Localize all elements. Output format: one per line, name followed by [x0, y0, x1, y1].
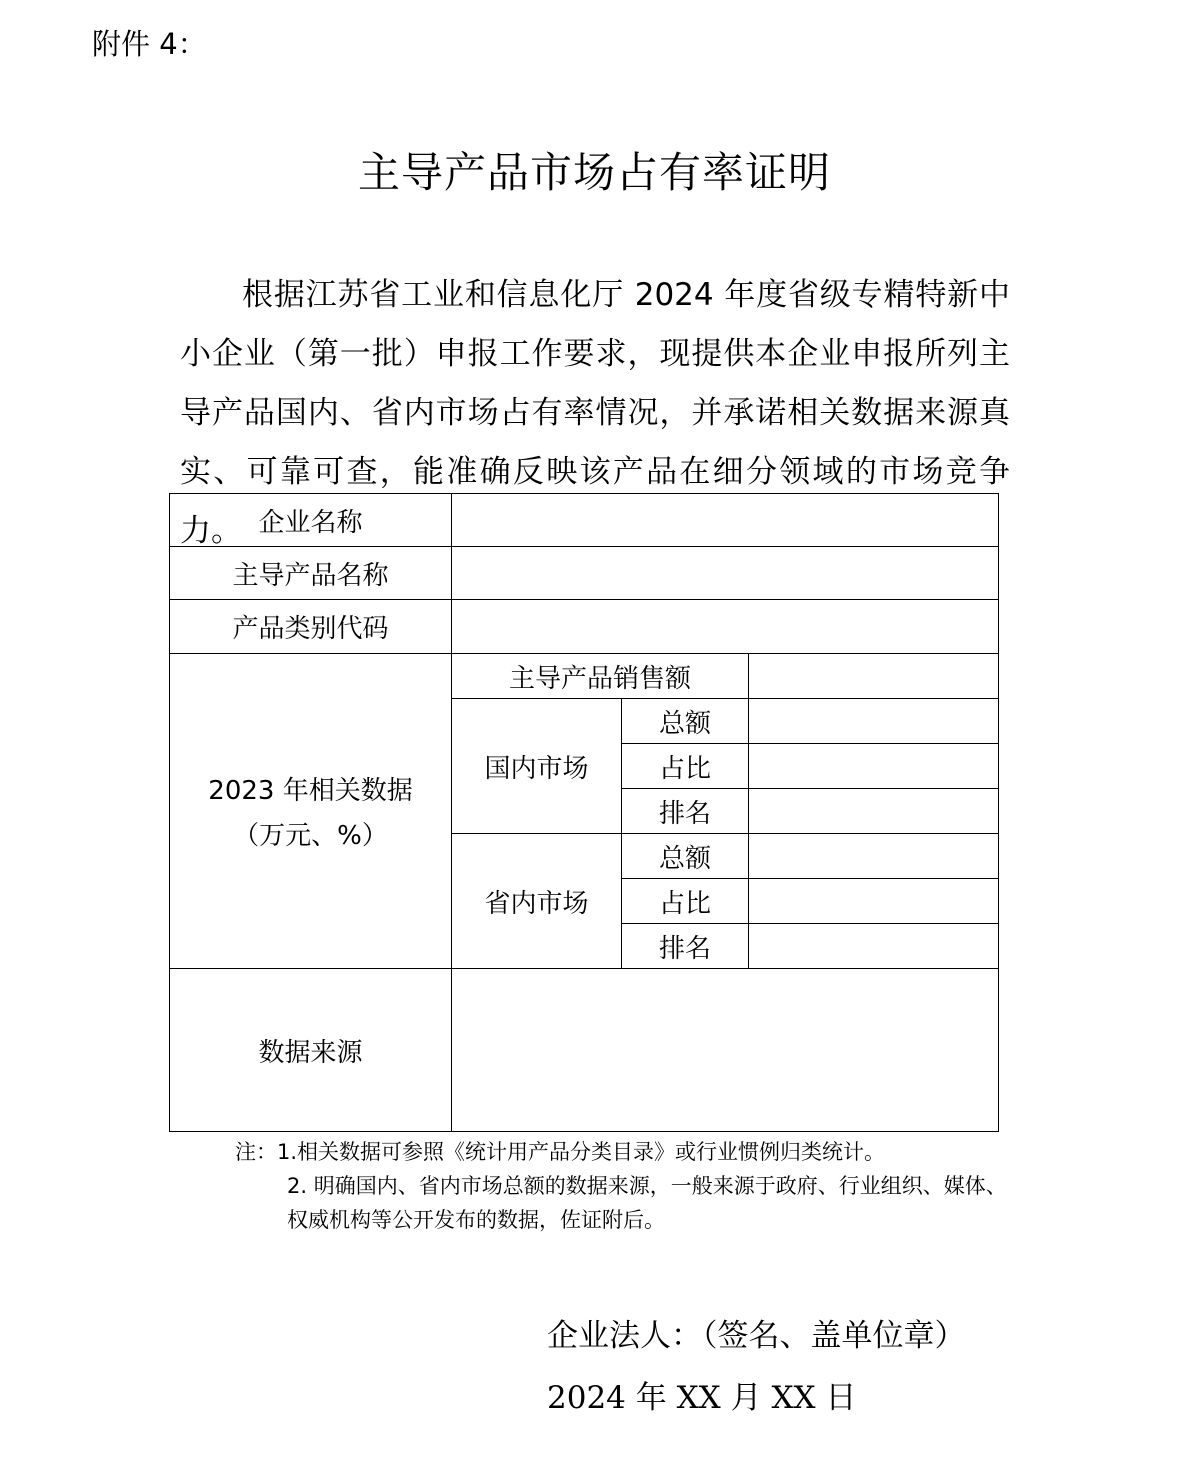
note-2: 2. 明确国内、省内市场总额的数据来源，一般来源于政府、行业组织、媒体、权威机构等公开发布的数据，佐证附后。 — [287, 1174, 1007, 1232]
sales-value[interactable] — [749, 654, 999, 699]
provincial-total-label: 总额 — [622, 834, 749, 879]
domestic-rank-value[interactable] — [749, 789, 999, 834]
table-row — [170, 494, 999, 547]
provincial-share-value[interactable] — [749, 879, 999, 924]
notes — [235, 1135, 1017, 1237]
table-row — [170, 600, 999, 654]
signature-line: 企业法人：（签名、盖单位章） — [547, 1318, 966, 1354]
page-title: 主导产品市场占有率证明 — [357, 148, 831, 197]
provincial-rank-value[interactable] — [749, 924, 999, 969]
market-share-table — [169, 493, 999, 1132]
provincial-share-label: 占比 — [622, 879, 749, 924]
year-data-label — [170, 654, 452, 969]
category-code-label: 产品类别代码 — [170, 600, 452, 654]
year-data-line1: 2023 年相关数据 — [208, 776, 413, 806]
table-row — [170, 969, 999, 1132]
date-line: 2024 年 XX 月 XX 日 — [547, 1380, 857, 1416]
domestic-rank-label: 排名 — [622, 789, 749, 834]
product-name-value[interactable] — [452, 547, 999, 600]
domestic-share-value[interactable] — [749, 744, 999, 789]
note-1: 注：1.相关数据可参照《统计用产品分类目录》或行业惯例归类统计。 — [235, 1140, 886, 1164]
year-data-line2: （万元、%） — [233, 821, 388, 851]
category-code-value[interactable] — [452, 600, 999, 654]
domestic-market-label: 国内市场 — [452, 699, 622, 834]
provincial-rank-label: 排名 — [622, 924, 749, 969]
domestic-total-label: 总额 — [622, 699, 749, 744]
product-name-label: 主导产品名称 — [170, 547, 452, 600]
company-name-value[interactable] — [452, 494, 999, 547]
provincial-total-value[interactable] — [749, 834, 999, 879]
table-row — [170, 654, 999, 699]
sales-label: 主导产品销售额 — [452, 654, 749, 699]
company-name-label: 企业名称 — [170, 494, 452, 547]
table-row — [170, 547, 999, 600]
provincial-market-label: 省内市场 — [452, 834, 622, 969]
attachment-label: 附件 4： — [92, 27, 207, 61]
data-source-value[interactable] — [452, 969, 999, 1132]
intro-paragraph: 根据江苏省工业和信息化厅 2024 年度省级专精特新中小企业（第一批）申报工作要求，现提供本企业申报所列主导产品国内、省内市场占有率情况，并承诺相关数据来源真实、可靠可查，能准确反映该产品在细分领域的市场竞争力。 — [180, 277, 1010, 549]
domestic-total-value[interactable] — [749, 699, 999, 744]
domestic-share-label: 占比 — [622, 744, 749, 789]
data-source-label: 数据来源 — [170, 969, 452, 1132]
